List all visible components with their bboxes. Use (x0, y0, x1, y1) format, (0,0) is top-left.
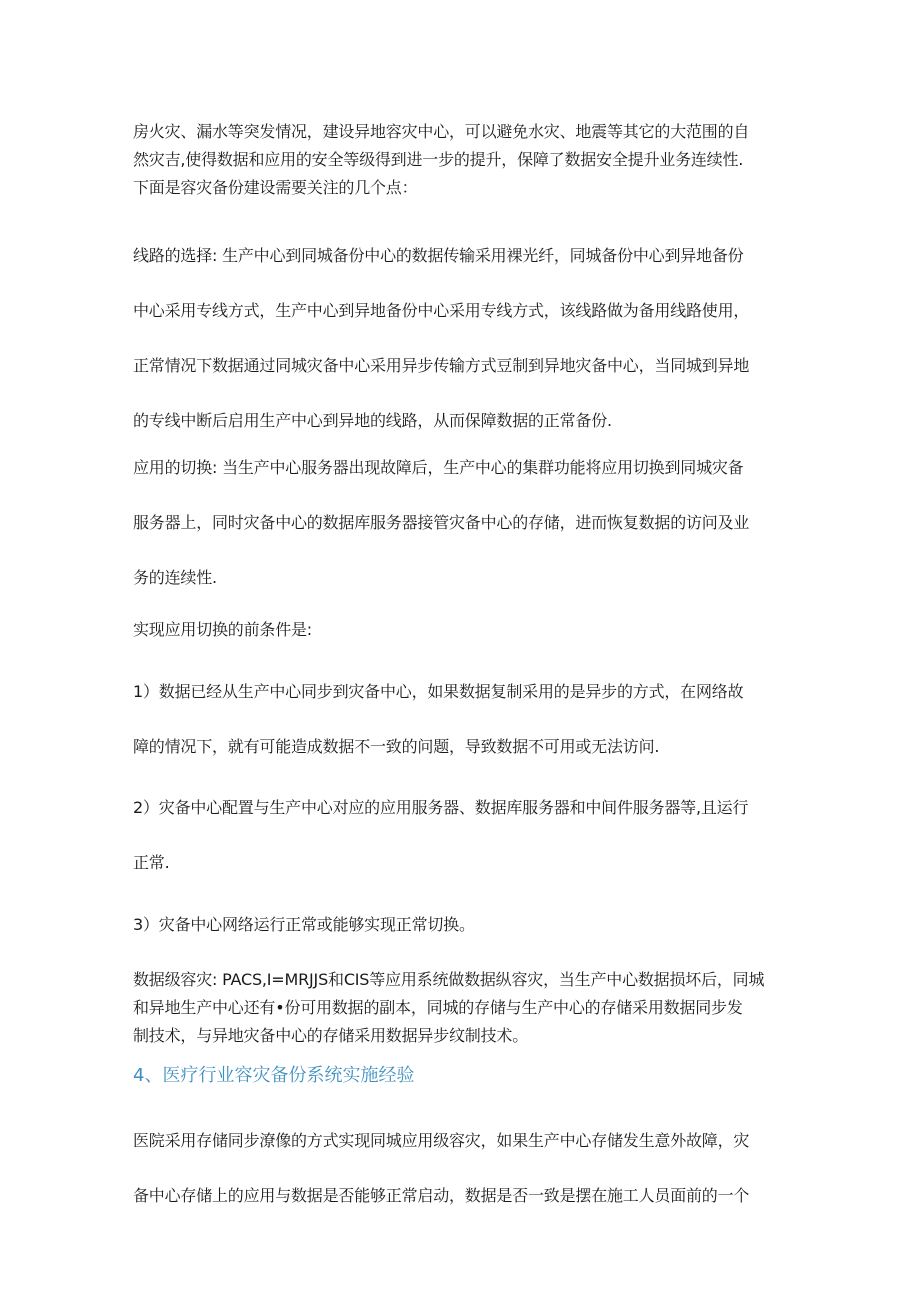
paragraph-condition-3 (133, 911, 793, 939)
text-line: 1）数据已经从生产中心同步到灾备中心，如果数据复制采用的是异步的方式，在网络故 (133, 682, 744, 701)
text-line: 中心采用专线方式，生产中心到异地备份中心采用专线方式，该线路做为备用线路使用， (133, 301, 750, 320)
paragraph-condition-2 (133, 780, 793, 890)
text-line: 3）灾备中心网络运行正常或能够实现正常切换。 (133, 915, 475, 934)
text-line: 线路的选择: 生产中心到同城备份中心的数据传输采用裸光纤，同城备份中心到异地备份 (133, 246, 744, 265)
paragraph-app-switch (133, 440, 793, 605)
text-line: 然灾吉,使得数据和应用的安全等级得到进一步的提升，保障了数据安全提升业务连续性. (133, 150, 744, 169)
text-line: 数据级容灾: PACS,I=MRJJS和CIS等应用系统做数据纵容灾，当生产中心数据损坏后，同城 (133, 970, 765, 989)
text-line: 正常. (133, 853, 170, 872)
text-line: 障的情况下，就有可能造成数据不一致的问题，导致数据不可用或无法访问. (133, 737, 660, 756)
text-line: 服务器上，同时灾备中心的数据库服务器接管灾备中心的存储，进而恢复数据的访问及业 (133, 513, 750, 532)
paragraph-preconditions-title (133, 616, 793, 644)
text-line: 2）灾备中心配置与生产中心对应的应用服务器、数据库服务器和中间件服务器等,且运行 (133, 798, 749, 817)
paragraph-condition-1 (133, 664, 793, 774)
text-line: 正常情况下数据通过同城灾备中心采用异步传输方式豆制到异地灾备中心，当同城到异地 (133, 356, 750, 375)
text-line: 应用的切换: 当生产中心服务器出现故障后，生产中心的集群功能将应用切换到同城灾备 (133, 458, 744, 477)
text-line: 下面是容灾备份建设需要关注的几个点： (133, 178, 418, 197)
section-heading: 4、医疗行业容灾备份系统实施经验 (133, 1065, 415, 1086)
text-line: 和异地生产中心还有•份可用数据的副本，同城的存储与生产中心的存储采用数据同步发 (133, 998, 743, 1017)
text-line: 实现应用切换的前条件是: (133, 620, 312, 639)
text-line: 医院采用存储同步潦像的方式实现同城应用级容灾，如果生产中心存储发生意外故障，灾 (133, 1131, 750, 1150)
text-line: 的专线中断后启用生产中心到异地的线路，从而保障数据的正常备份. (133, 411, 612, 430)
paragraph-line-selection (133, 228, 793, 448)
paragraph-hospital (133, 1113, 793, 1223)
paragraph-data-level (133, 966, 793, 1050)
text-line: 制技术，与异地灾备中心的存储采用数据异步纹制技术。 (133, 1026, 529, 1045)
text-line: 备中心存储上的应用与数据是否能够正常启动，数据是否一致是摆在施工人员面前的一个 (133, 1186, 750, 1205)
text-line: 务的连续性. (133, 568, 217, 587)
text-line: 房火灾、漏水等突发情况，建设异地容灾中心，可以避免水灾、地震等其它的大范围的自 (133, 122, 750, 141)
paragraph-intro (133, 118, 793, 202)
